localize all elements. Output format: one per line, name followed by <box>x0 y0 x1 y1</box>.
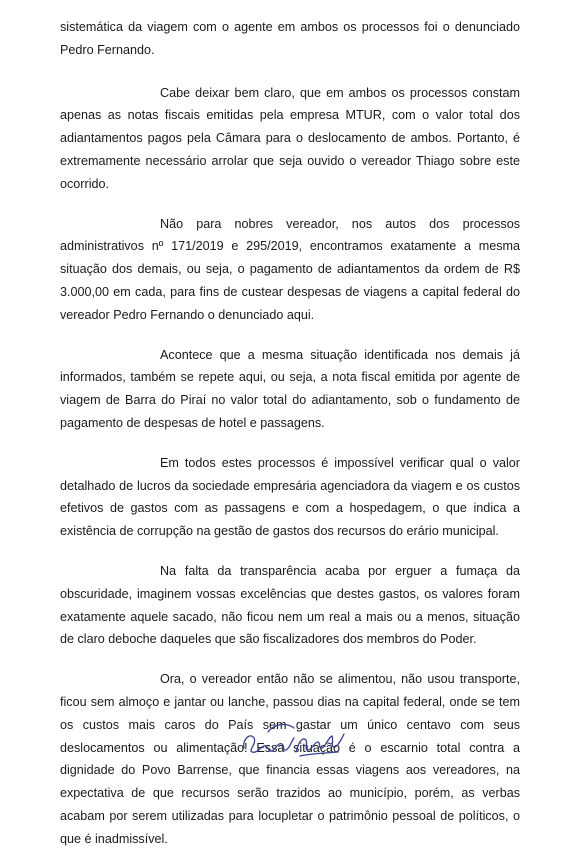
paragraph-3: Não para nobres vereador, nos autos dos processos administrativos nº 171/2019 e 295/2019, encontramos exatamente a mesma situação dos demais, ou seja, o pagamento de adiantamentos da ordem de R$ 3.000,00 em cada, para fins de custear despesas de viagens a capital federal do vereador Pedro Fernando o denunciado aqui. <box>60 216 520 322</box>
paragraph-2: Cabe deixar bem claro, que em ambos os processos constam apenas as notas fiscais emitidas pela empresa MTUR, com o valor total dos adiantamentos pagos pela Câmara para o deslocamento de ambos. Portanto, é extremamente necessário arrolar que seja ouvido o vereador Thiago sobre este ocorrido. <box>60 85 520 191</box>
paragraph-4: Acontece que a mesma situação identificada nos demais já informados, também se repete aqui, ou seja, a nota fiscal emitida por agente de viagem de Barra do Piraí no valor total do adiantamento, sob o fundamento de pagamento de despesas de hotel e passagens. <box>60 347 520 430</box>
paragraph-1: sistemática da viagem com o agente em ambos os processos foi o denunciado Pedro Fernando. <box>60 20 520 57</box>
paragraph-6: Na falta da transparência acaba por erguer a fumaça da obscuridade, imaginem vossas excelências que destes gastos, os valores foram exatamente aquele sacado, não ficou nem um real a mais ou a menos, situação de claro deboche daqueles que são fiscalizadores dos membros do Poder. <box>60 563 520 647</box>
paragraph-5: Em todos estes processos é impossível verificar qual o valor detalhado de lucros da sociedade empresária agenciadora da viagem e os custos efetivos de gastos com as passagens e com a hospedagem, o que indica a existência de corrupção na gestão de gastos dos recursos do erário municipal. <box>60 455 520 539</box>
signature-strokes <box>244 725 344 756</box>
paragraph-7: Ora, o vereador então não se alimentou, não usou transporte, ficou sem almoço e jantar ou lanche, passou dias na capital federal, onde se tem os custos mais caros do País sem gastar um único centavo com seus deslocamentos ou alimentação! Essa situação é o escarnio total contra a dignidade do Povo Barrense, que financia essas viagens aos vereadores, na expectativa de que recursos serão trazidos ao município, porém, as verbas acabam por serem utilizadas para locupletar o patrimônio pessoal de políticos, o que é inadmissível. <box>60 672 520 846</box>
handwritten-signature <box>238 718 348 758</box>
